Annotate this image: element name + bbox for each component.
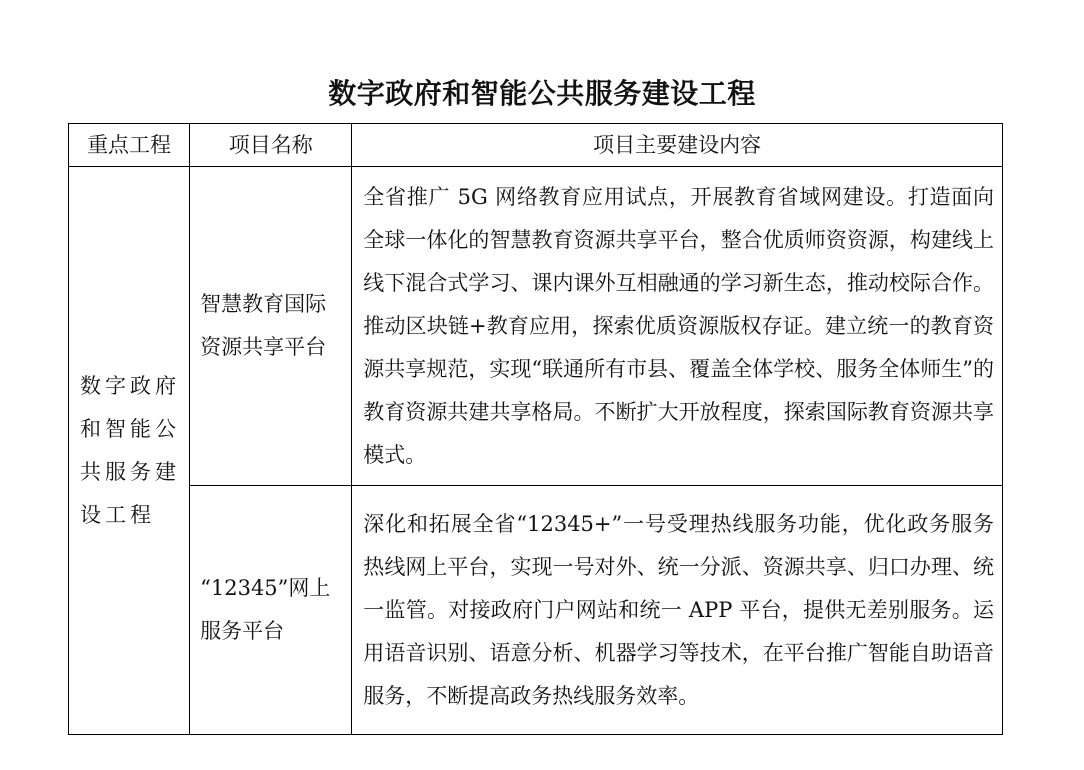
header-content: 项目主要建设内容 xyxy=(352,124,1003,167)
header-key-project: 重点工程 xyxy=(69,124,190,167)
project-content-cell: 深化和拓展全省“12345+”一号受理热线服务功能，优化政务服务热线网上平台，实现一号对外、统一分派、资源共享、归口办理、统一监管。对接政府门户网站和统一 APP 平台，提供无差别服务。运用语音识别、语意分析、机器学习等技术，在平台推广智能自助语音服务，不断提高政务热线服务效率。 xyxy=(352,486,1003,735)
document-title: 数字政府和智能公共服务建设工程 xyxy=(328,77,756,110)
table-row xyxy=(69,486,1003,735)
category-cell: 数字政府和智能公共服务建设工程 xyxy=(69,167,190,735)
project-name-cell: “12345”网上服务平台 xyxy=(190,486,352,735)
header-project-name: 项目名称 xyxy=(190,124,352,167)
table-header-row xyxy=(69,124,1003,167)
project-name-cell: 智慧教育国际资源共享平台 xyxy=(190,167,352,486)
project-content-cell: 全省推广 5G 网络教育应用试点，开展教育省域网建设。打造面向全球一体化的智慧教育资源共享平台，整合优质师资资源，构建线上线下混合式学习、课内课外互相融通的学习新生态，推动校际合作。推动区块链+教育应用，探索优质资源版权存证。建立统一的教育资源共享规范，实现“联通所有市县、覆盖全体学校、服务全体师生”的教育资源共建共享格局。不断扩大开放程度，探索国际教育资源共享模式。 xyxy=(352,167,1003,486)
table-row xyxy=(69,167,1003,486)
project-table xyxy=(68,123,1003,735)
